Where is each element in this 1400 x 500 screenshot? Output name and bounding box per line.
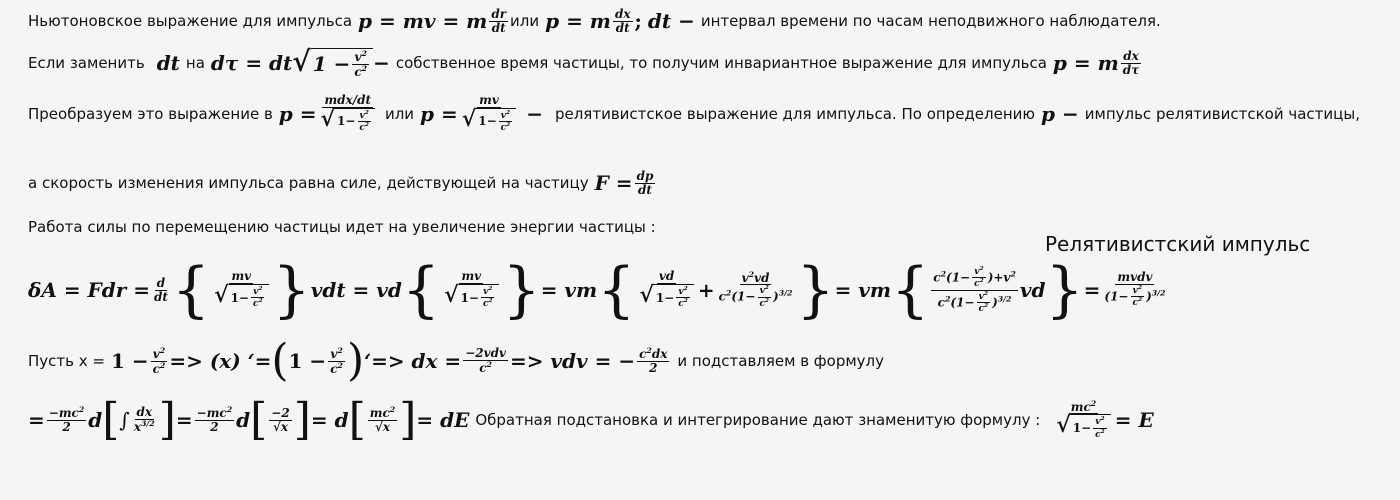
line-integration: = $\frac{-mc^2}{2}$ d [ ∫ dx $x^{3/2}$ ] = $\frac{-mc^2}{2}$ d [ −2 √x ] = d [ $mc^2$ √x ] = dE Обратная подстановка и интегрирование дают знаменитую формулу : $mc^2$ √ 1− $\frac{v^2}{c^2}$ = E [28, 394, 1154, 445]
heading-relativistic-momentum: Релятивистский импульс [1045, 232, 1311, 256]
formula-sqrt-gamma: √ 1 − $\frac{v^2}{c^2}$ [292, 48, 373, 78]
text-replace: Если заменить [28, 54, 145, 73]
line-proper-time: Если заменить dt на dτ = dt √ 1 − $\frac{v^2}{c^2}$ − собственное время частицы, то получим инвариантное выражение для импульса p = m dx dτ [28, 45, 1140, 79]
line-newton-momentum: Ньютоновское выражение для импульса p = mv = m dr dt или p = m dx dt ; dt − интервал времени по часам неподвижного наблюдателя. [28, 7, 1161, 35]
formula-dp-dt: $\frac{dp}{dt}$ [636, 169, 654, 197]
formula-mdx-over-sqrt: mdx/dt √ 1− $\frac{v^2}{c^2}$ [319, 94, 377, 133]
formula-dx-dtau: dx dτ [1122, 49, 1140, 77]
line-force: а скорость изменения импульса равна силе, действующей на частицу F = $\frac{dp}{dt}$ [28, 169, 654, 197]
formula-mv-over-sqrt: mv √ 1− $\frac{v^2}{c^2}$ [460, 94, 518, 133]
text-on: на [185, 54, 205, 73]
formula-dx-dt: dx dt [614, 7, 631, 35]
formula-p-m: p = m [545, 9, 611, 34]
formula-dr-dt: dr dt [491, 7, 507, 35]
formula-dt: dt − [647, 9, 695, 34]
formula-p-mv: p = mv = m [358, 9, 488, 34]
text-time-interval: интервал времени по часам неподвижного наблюдателя. [700, 12, 1161, 31]
line-work-equation: δA = Fdr = $\frac{d}{dt}$ { mv √ 1− $\frac{v^2}{c^2}$ } vdt = vd { mv √ 1− $\frac{v^2}{c^2}$ } = vm { vd √ 1− $\frac{v^2}{c^2}$ + $v^2vd$ $c^2(1-$ $\frac{v^2}{c^2}$ )$^{3/2}$ } = vm { $c^2(1-$ $\frac{v^2}{c^2}$ )$+v^2$ $c^2(1-$ $\frac{v^2}{c^2}$ )$^{3/2}$ vd } = mvdv (1− $\frac{v^2}{c^2}$ )$^{3/2}$ [28, 255, 1166, 325]
line-work: Работа силы по перемещению частицы идет на увеличение энергии частицы : [28, 218, 656, 236]
text-or: или [510, 12, 540, 31]
formula-rest-energy: $mc^2$ √ 1− $\frac{v^2}{c^2}$ [1054, 400, 1112, 440]
text-proper-time: собственное время частицы, то получим инвариантное выражение для импульса [395, 54, 1047, 73]
text-newton-intro: Ньютоновское выражение для импульса [28, 12, 353, 31]
text-transform: Преобразуем это выражение в [28, 104, 273, 123]
line-substitution: Пусть x = 1 − $\frac{v^2}{c^2}$ => (x) ‘= ( 1 − $\frac{v^2}{c^2}$ ) ‘=> dx = −2vdv $c^2$ => vdv = − $\frac{c^2dx}{2}$ и подставляем в формулу [28, 335, 884, 386]
line-relativistic-momentum: Преобразуем это выражение в p = mdx/dt √ 1− $\frac{v^2}{c^2}$ или p = mv √ 1− $\frac{v^2}{c^2}$ − релятивистское выражение для импульса. По определению p − импульс релятивистской частицы, [28, 93, 1360, 134]
